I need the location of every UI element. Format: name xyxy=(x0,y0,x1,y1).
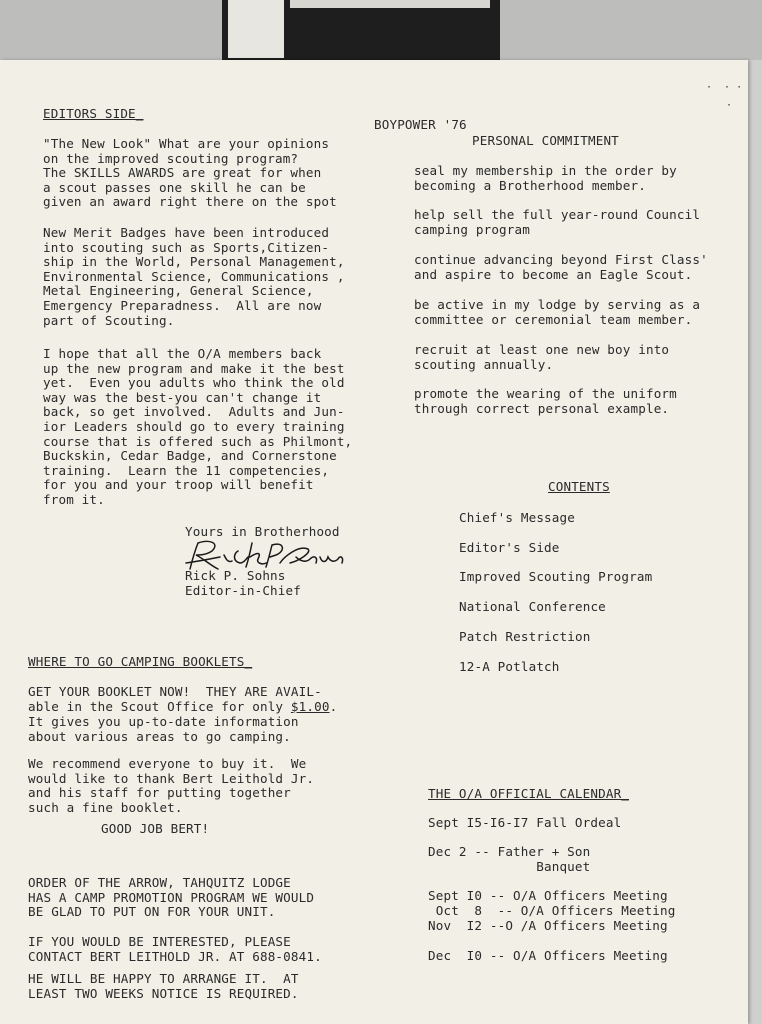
booklet-info: It gives you up-to-date information about various areas to go camping. xyxy=(28,714,299,744)
commitment-item: help sell the full year-round Council camping program xyxy=(414,207,701,237)
signer-title: Editor-in-Chief xyxy=(185,583,301,598)
booklet-price: $1.00 xyxy=(290,699,330,714)
calendar-entry: Dec I0 -- O/A Officers Meeting xyxy=(428,948,668,963)
contents-item: 12-A Potlatch xyxy=(459,659,560,674)
merit-badges-paragraph: New Merit Badges have been introduced into scouting such as Sports,Citizen- ship in the World, Personal Management, Environmental Science, Communications , Metal Engineering, General Science, Emergency Preparadness. All are now part of Scouting. xyxy=(43,225,345,328)
contents-item: Improved Scouting Program xyxy=(459,569,653,584)
commitment-item: seal my membership in the order by becoming a Brotherhood member. xyxy=(414,163,677,193)
contents-item: Chief's Message xyxy=(459,510,575,525)
calendar-entry: Dec 2 -- Father + Son Banquet xyxy=(428,844,591,874)
closing-line: Yours in Brotherhood xyxy=(185,524,340,539)
commitment-item: promote the wearing of the uniform through correct personal example. xyxy=(414,386,677,416)
recommend-paragraph: We recommend everyone to buy it. We would like to thank Bert Leithold Jr. and his staff for putting together such a fine booklet. xyxy=(28,756,315,815)
contents-item: National Conference xyxy=(459,599,606,614)
newsletter-page: · · · · xyxy=(0,60,748,1024)
page-edge xyxy=(748,60,762,1024)
background-label-strip xyxy=(290,0,490,8)
intro-paragraph: "The New Look" What are your opinions on the improved scouting program? The SKILLS AWARDS are great for when a scout passes one skill he can be given an award right there on the spot xyxy=(43,136,337,210)
good-job-line: GOOD JOB BERT! xyxy=(101,821,210,836)
calendar-entry: Nov I2 --O /A Officers Meeting xyxy=(428,918,668,933)
calendar-entry: Sept I5-I6-I7 Fall Ordeal xyxy=(428,815,622,830)
commitment-item: recruit at least one new boy into scouting annually. xyxy=(414,342,670,372)
boypower-title: BOYPOWER '76 xyxy=(374,117,467,132)
camp-promotion-paragraph: ORDER OF THE ARROW, TAHQUITZ LODGE HAS A CAMP PROMOTION PROGRAM WE WOULD BE GLAD TO PUT ON FOR YOUR UNIT. xyxy=(28,875,315,920)
calendar-heading: THE O/A OFFICIAL CALENDAR_ xyxy=(428,786,630,801)
personal-commitment-heading: PERSONAL COMMITMENT xyxy=(472,133,619,148)
commitment-item: continue advancing beyond First Class' and aspire to become an Eagle Scout. xyxy=(414,252,708,282)
camping-booklets-heading: WHERE TO GO CAMPING BOOKLETS_ xyxy=(28,654,253,669)
contact-paragraph: IF YOU WOULD BE INTERESTED, PLEASE CONTACT BERT LEITHOLD JR. AT 688-0841. xyxy=(28,934,322,964)
editors-side-heading: EDITORS SIDE_ xyxy=(43,106,144,121)
calendar-entry: Oct 8 -- O/A Officers Meeting xyxy=(428,903,676,918)
contents-item: Editor's Side xyxy=(459,540,560,555)
booklet-price-trail: . xyxy=(329,699,338,714)
contents-heading: CONTENTS xyxy=(548,479,610,494)
background-strip xyxy=(0,0,762,62)
booklet-line-1: GET YOUR BOOKLET NOW! THEY ARE AVAIL- xyxy=(28,684,322,699)
signer-name: Rick P. Sohns xyxy=(185,568,286,583)
booklet-line-2 xyxy=(28,700,337,715)
arrange-paragraph: HE WILL BE HAPPY TO ARRANGE IT. AT LEAST TWO WEEKS NOTICE IS REQUIRED. xyxy=(28,971,299,1001)
background-label xyxy=(228,0,284,58)
hope-paragraph: I hope that all the O/A members back up the new program and make it the best yet. Even you adults who think the old way was the best-you can't change it back, so get involved. Adults and Jun- ior Leaders should go to every training course that is offered such as Philmont, Buckskin, Cedar Badge, and Cornerstone training. Learn the 11 competencies, for you and your troop will benefit from it. xyxy=(43,346,353,507)
contents-item: Patch Restriction xyxy=(459,629,591,644)
calendar-entry: Sept I0 -- O/A Officers Meeting xyxy=(428,888,668,903)
commitment-item: be active in my lodge by serving as a committee or ceremonial team member. xyxy=(414,297,701,327)
booklet-price-lead: able in the Scout Office for only xyxy=(28,699,291,714)
